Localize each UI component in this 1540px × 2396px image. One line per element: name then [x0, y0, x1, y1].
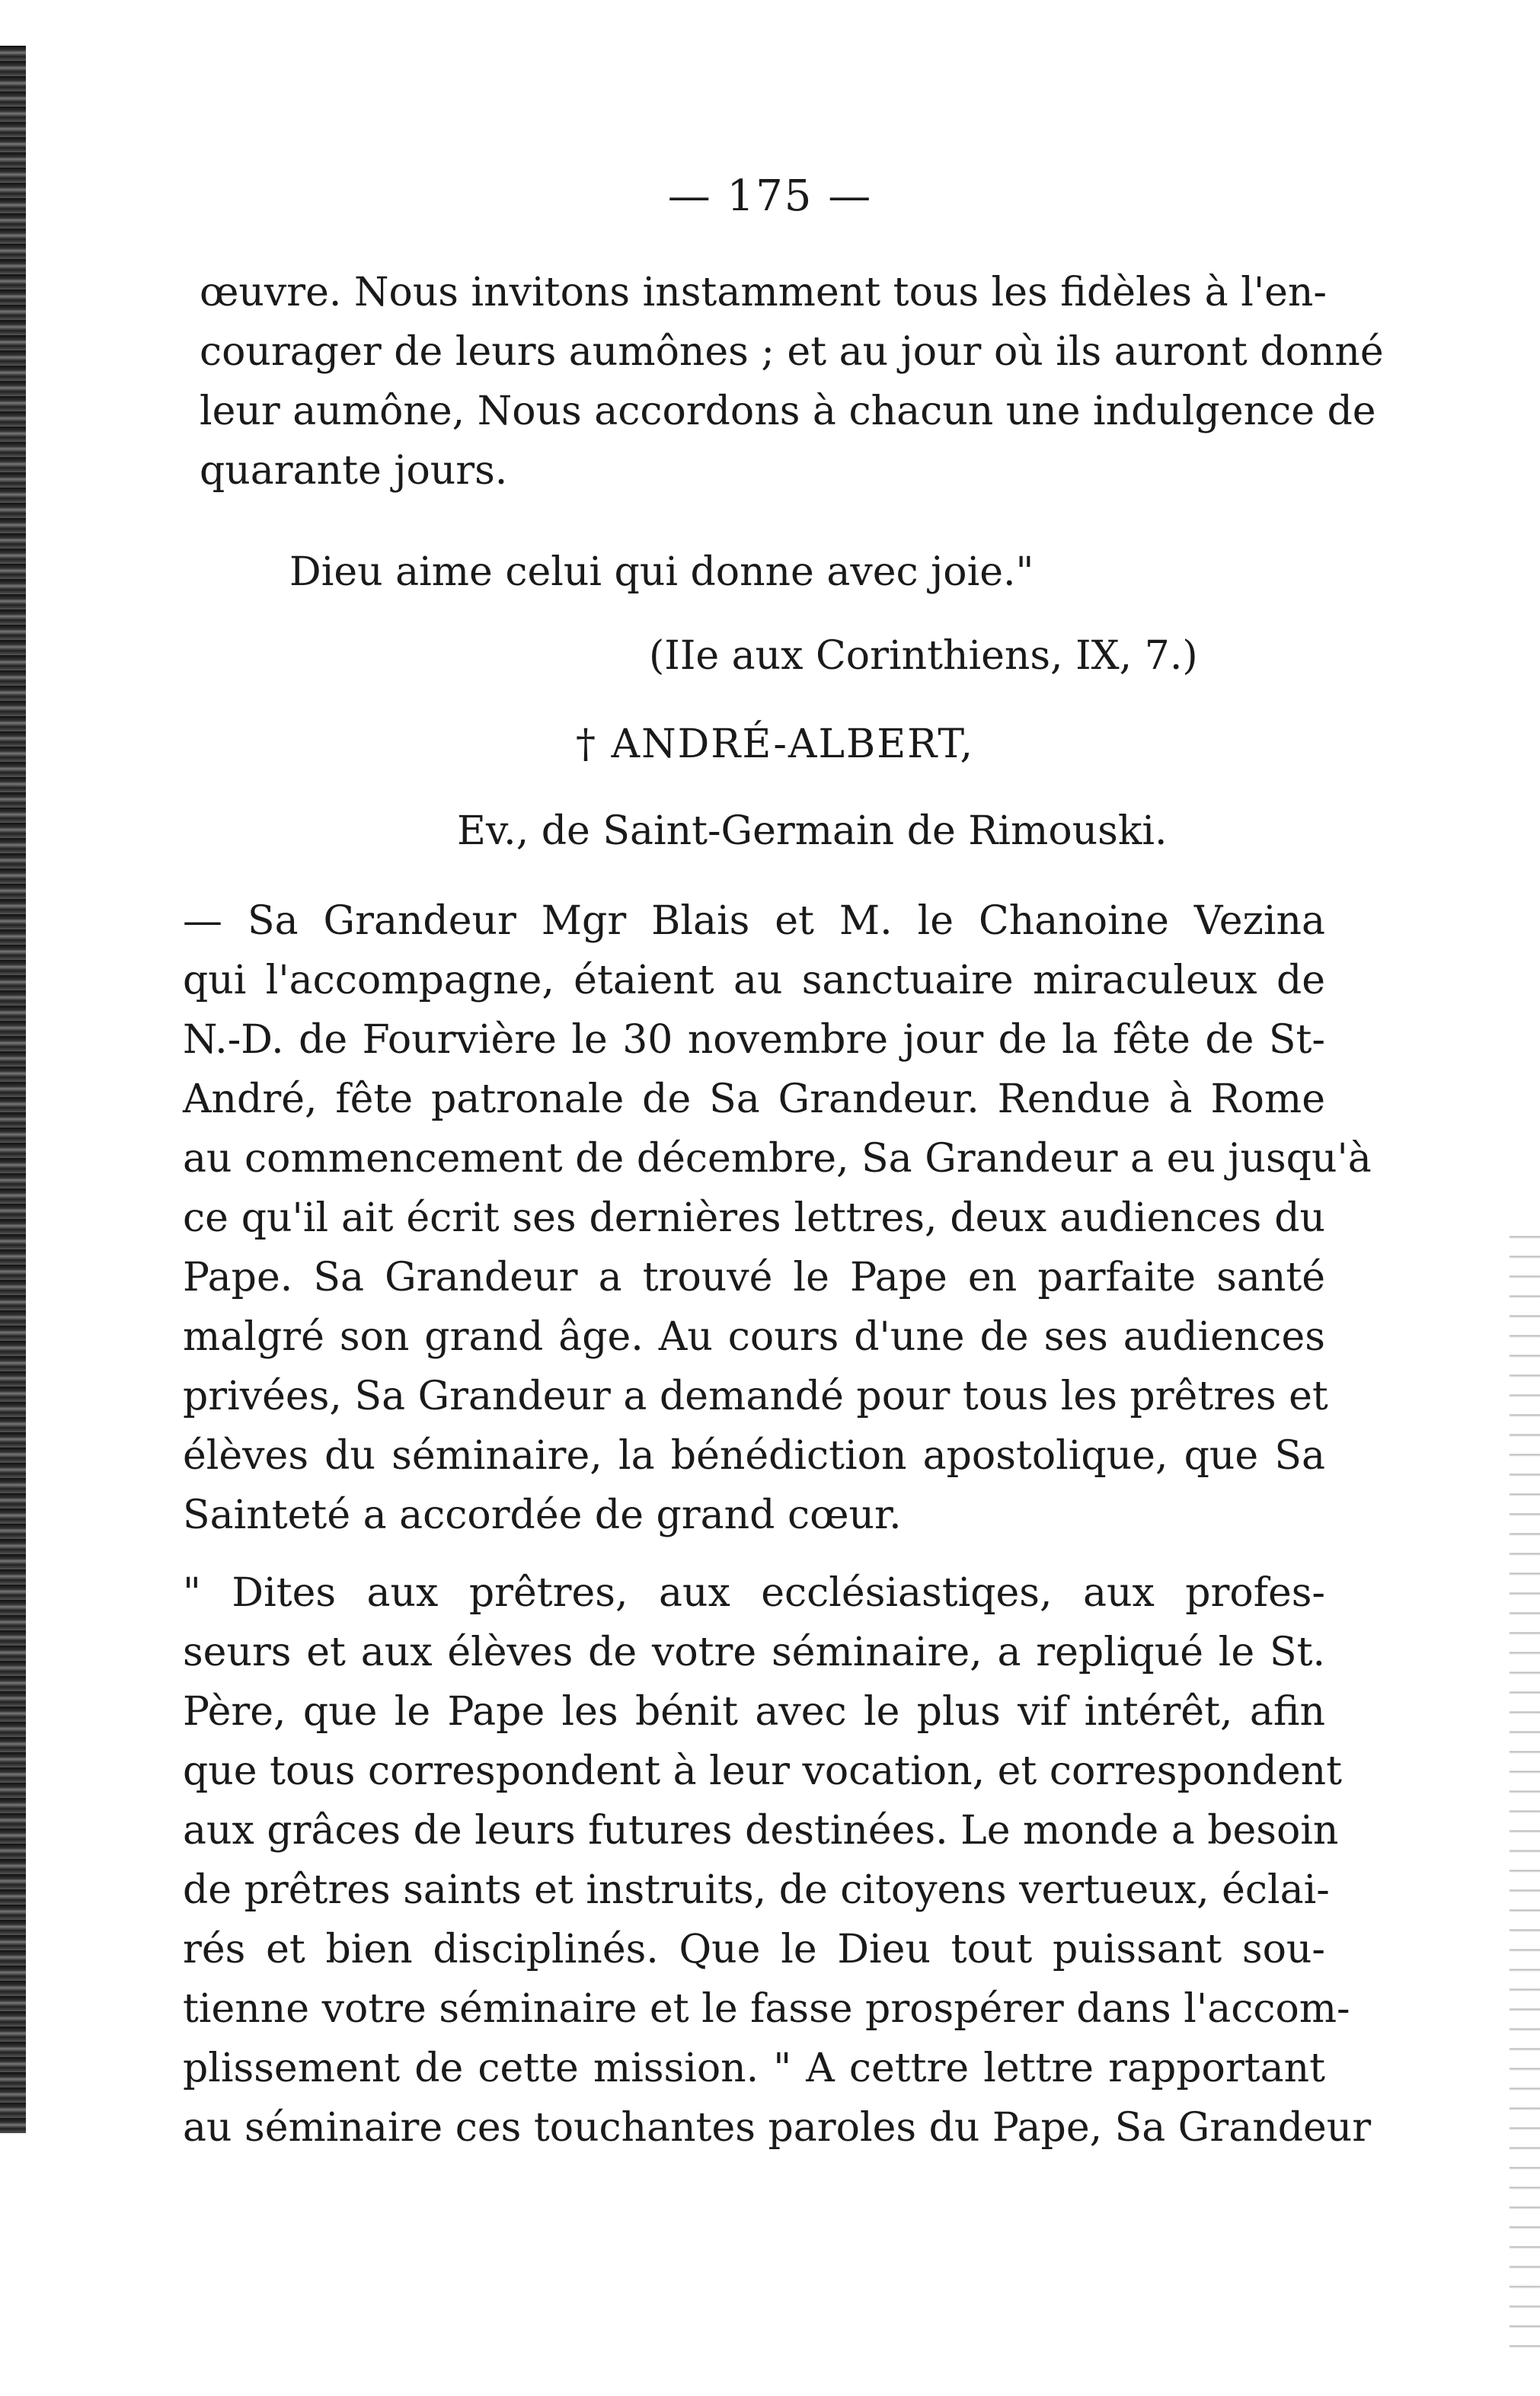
signature-name: † ANDRÉ-ALBERT, — [576, 721, 974, 767]
text-line: — Sa Grandeur Mgr Blais et M. le Chanoine Vezina — [183, 898, 1325, 944]
text-line: qui l'accompagne, étaient au sanctuaire miraculeux de — [183, 958, 1325, 1003]
text-line: courager de leurs aumônes ; et au jour où ils auront donné — [200, 329, 1384, 375]
scripture-quote: Dieu aime celui qui donne avec joie." — [289, 549, 1034, 595]
text-line: privées, Sa Grandeur a demandé pour tous les prêtres et — [183, 1374, 1328, 1419]
text-line: au commencement de décembre, Sa Grandeur a eu jusqu'à — [183, 1136, 1372, 1182]
text-line: quarante jours. — [200, 448, 508, 494]
text-line: André, fête patronale de Sa Grandeur. Rendue à Rome — [183, 1076, 1325, 1122]
text-line: Pape. Sa Grandeur a trouvé le Pape en parfaite santé — [183, 1255, 1325, 1300]
text-line: œuvre. Nous invitons instamment tous les fidèles à l'en- — [200, 270, 1327, 315]
paragraph-3 — [183, 1563, 1372, 2158]
text-line: Sainteté a accordée de grand cœur. — [183, 1492, 902, 1538]
paragraph-1 — [200, 263, 1384, 501]
text-line: leur aumône, Nous accordons à chacun une indulgence de — [200, 389, 1376, 434]
paragraph-2 — [183, 891, 1372, 1545]
scanned-page-edge — [0, 46, 26, 2133]
text-line: seurs et aux élèves de votre séminaire, a repliqué le St. — [183, 1630, 1325, 1675]
scan-noise-right-edge — [1510, 1219, 1540, 2362]
text-line: tienne votre séminaire et le fasse prospérer dans l'accom- — [183, 1986, 1350, 2032]
signature-title: Ev., de Saint-Germain de Rimouski. — [457, 808, 1168, 854]
text-line: rés et bien disciplinés. Que le Dieu tout puissant sou- — [183, 1927, 1325, 1972]
page-number: — 175 — — [667, 171, 873, 221]
text-line: malgré son grand âge. Au cours d'une de ses audiences — [183, 1314, 1325, 1360]
text-line: de prêtres saints et instruits, de citoyens vertueux, éclai- — [183, 1867, 1330, 1913]
text-line: N.-D. de Fourvière le 30 novembre jour de la fête de St- — [183, 1017, 1325, 1063]
text-line: Père, que le Pape les bénit avec le plus vif intérêt, afin — [183, 1689, 1325, 1735]
scripture-citation: (IIe aux Corinthiens, IX, 7.) — [649, 633, 1198, 679]
text-line: que tous correspondent à leur vocation, et correspondent — [183, 1748, 1342, 1794]
text-line: au séminaire ces touchantes paroles du Pape, Sa Grandeur — [183, 2105, 1372, 2151]
text-line: élèves du séminaire, la bénédiction apostolique, que Sa — [183, 1433, 1325, 1479]
text-line: plissement de cette mission. " A cettre lettre rapportant — [183, 2046, 1325, 2091]
text-line: ce qu'il ait écrit ses dernières lettres, deux audiences du — [183, 1195, 1325, 1241]
text-line: aux grâces de leurs futures destinées. Le monde a besoin — [183, 1808, 1339, 1854]
text-line: " Dites aux prêtres, aux ecclésiastiqes, aux profes- — [183, 1570, 1325, 1616]
